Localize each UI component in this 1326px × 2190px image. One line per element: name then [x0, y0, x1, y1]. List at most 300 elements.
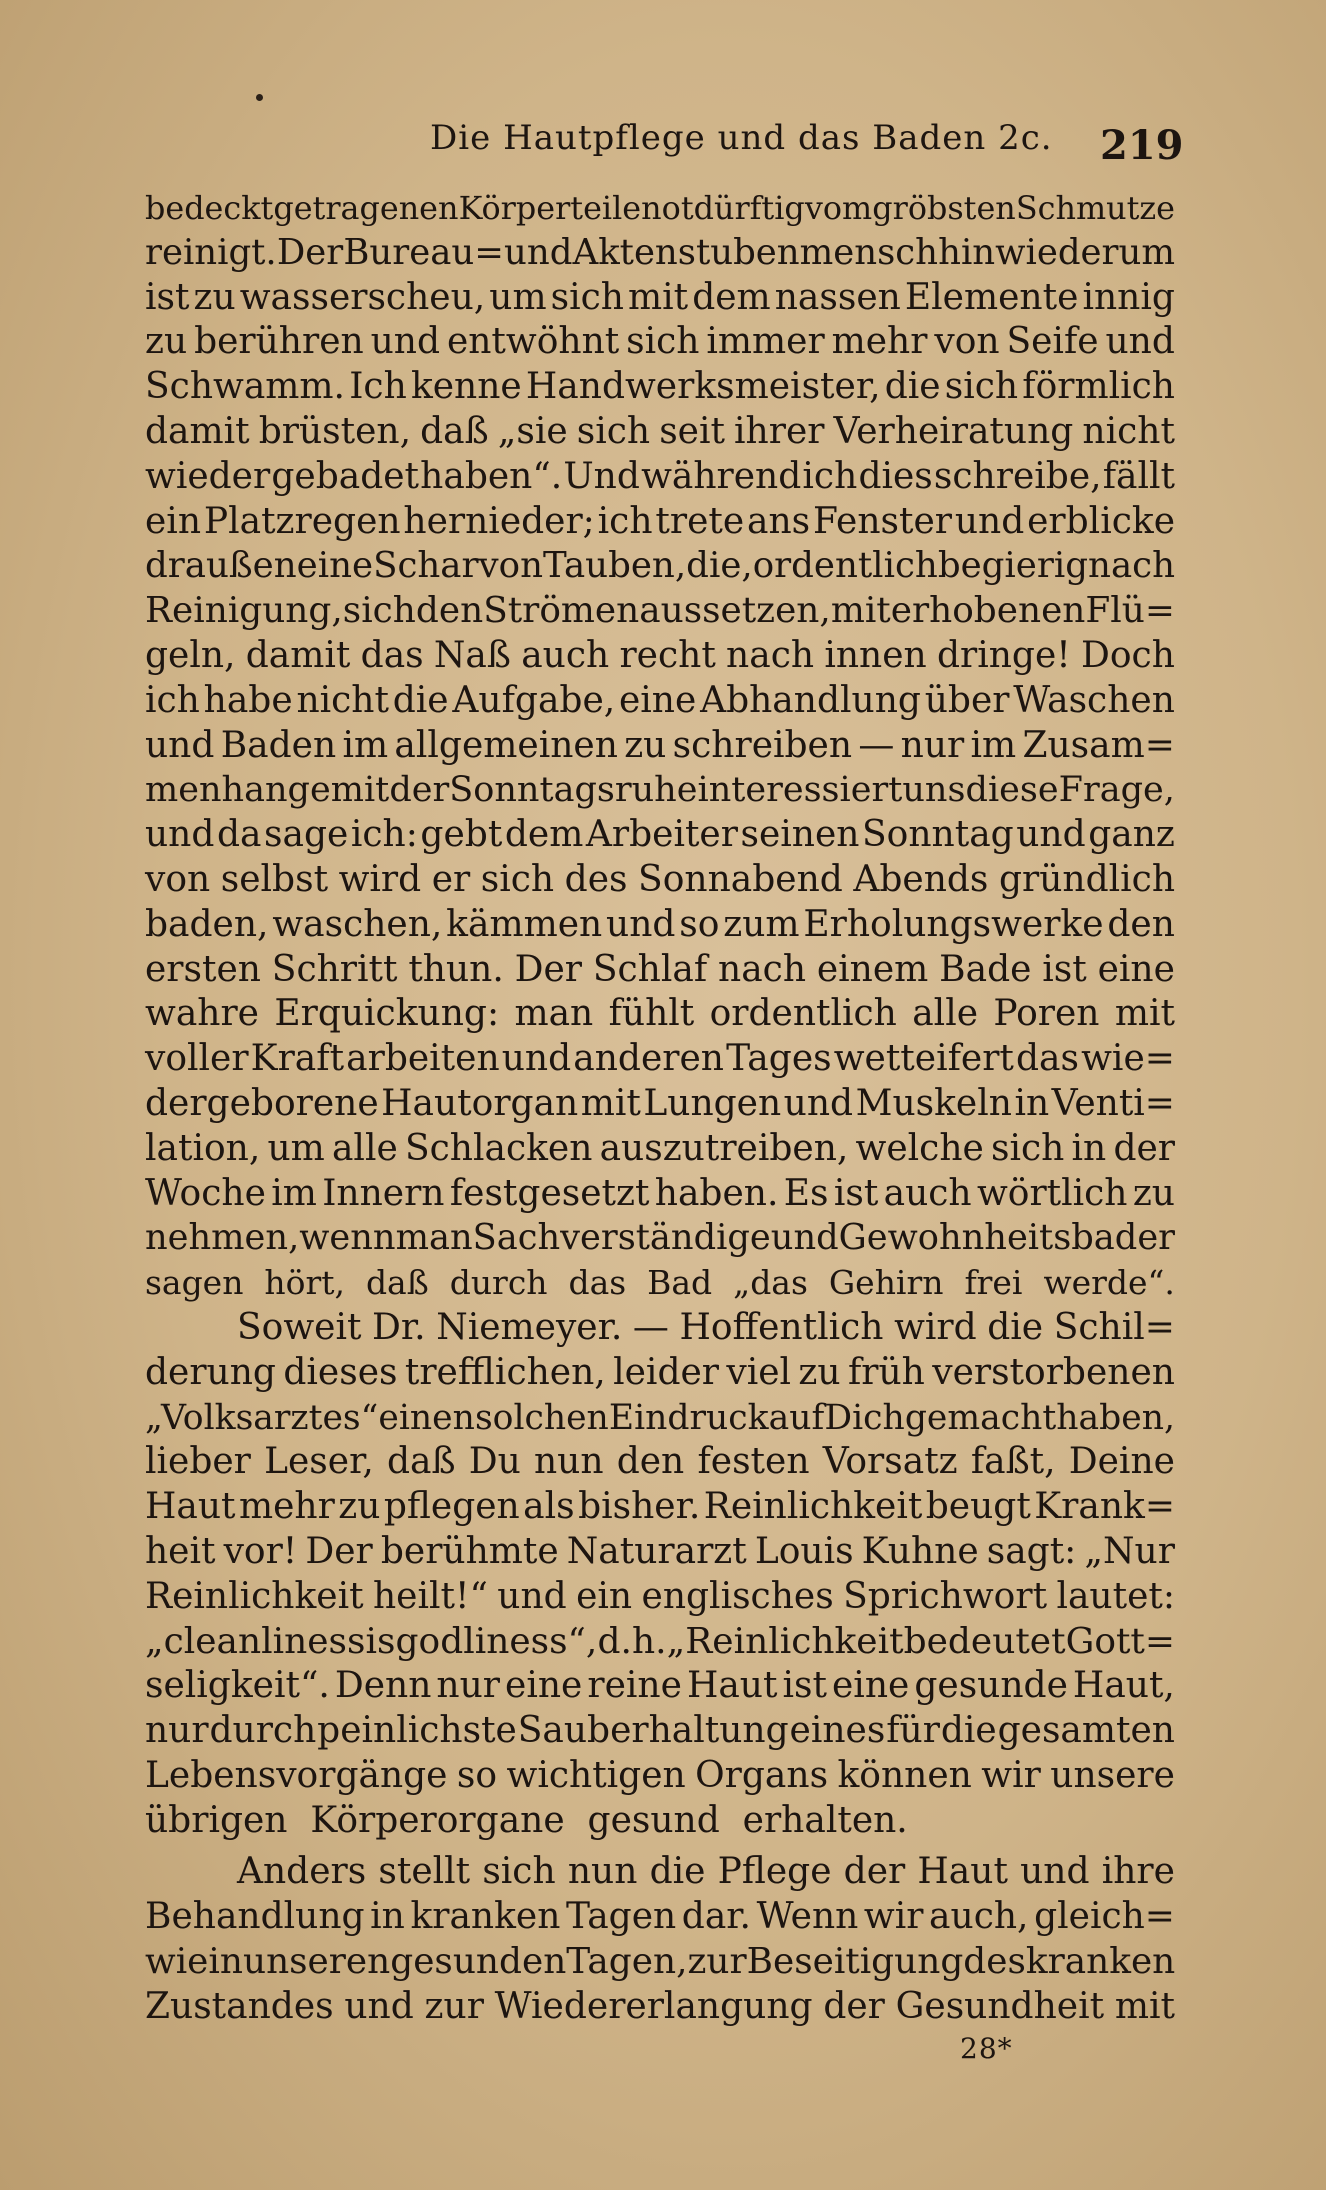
word: Aufgabe, [452, 679, 616, 721]
word: heilt!“ [373, 1575, 488, 1617]
text-line [145, 1351, 1175, 1396]
word: vor! [223, 1530, 298, 1572]
word: die [392, 679, 449, 721]
word: sich [550, 276, 624, 318]
text-line [145, 1127, 1175, 1172]
paragraph [145, 1850, 1175, 2029]
word: hernieder; [403, 500, 595, 542]
text-line [145, 1082, 1175, 1127]
word: so [456, 1754, 498, 1796]
word: selbst [220, 858, 329, 900]
word: sich [342, 590, 416, 632]
word: habe [203, 679, 293, 721]
word: damit [245, 634, 351, 676]
text-line [145, 1985, 1175, 2030]
word: alle [331, 1127, 398, 1169]
word: und [504, 231, 573, 273]
word: um [489, 276, 547, 318]
word: godliness“, [395, 1620, 598, 1662]
word: Gott= [1065, 1620, 1175, 1662]
word: Aktenstubenmensch [572, 231, 938, 273]
word: brüsten, [258, 410, 412, 452]
word: Körperteile [458, 189, 642, 227]
word: viel [726, 1351, 792, 1393]
word: und [1105, 321, 1175, 363]
word: diese [965, 769, 1059, 811]
word: zu [338, 1486, 381, 1528]
word: in [1071, 1127, 1107, 1169]
word: Reinlichkeit [703, 1486, 923, 1528]
word: ihrer [734, 410, 825, 452]
word: Behandlung [145, 1896, 365, 1938]
word: Gehirn [828, 1263, 944, 1303]
word: nassen [774, 276, 901, 318]
word: und [954, 500, 1025, 542]
word: Hoffentlich [679, 1306, 884, 1348]
text-line [145, 589, 1175, 634]
word: Erholungswerke [803, 903, 1104, 945]
word: dem [504, 814, 584, 856]
word: seligkeit“. [145, 1665, 330, 1707]
word: sich [991, 1127, 1065, 1169]
word: so [679, 903, 720, 945]
word: ist [833, 1172, 879, 1214]
word: Krank= [1034, 1486, 1175, 1528]
word: und [344, 1985, 414, 2027]
body-text [145, 186, 1175, 2030]
word: Frage, [1058, 769, 1175, 811]
word: Baden [220, 724, 337, 766]
text-line [145, 1216, 1175, 1261]
text-line [145, 320, 1175, 365]
word: Innern [322, 1172, 445, 1214]
word: notdürftig [641, 189, 805, 227]
word: wetteifert [833, 1038, 1014, 1080]
word: wenn [299, 1217, 396, 1259]
text-line [145, 858, 1175, 903]
word: Pflege [717, 1851, 832, 1893]
word: Du [468, 1441, 521, 1483]
word: ich: [350, 814, 418, 856]
word: zu [798, 1351, 841, 1393]
word: wird [338, 858, 422, 900]
word: Bureau= [343, 231, 504, 273]
word: auch, [929, 1896, 1029, 1938]
word: Reinigung, [145, 590, 343, 632]
word: gröbsten [872, 189, 1016, 227]
word: Flü= [1085, 590, 1175, 632]
word: Zusam= [1022, 724, 1175, 766]
word: wir [981, 1754, 1041, 1796]
word: Bad [647, 1263, 713, 1303]
word: Lebensvorgänge [145, 1754, 448, 1796]
word: Schwamm. [145, 366, 346, 408]
word: Schlaf [592, 948, 708, 990]
word: nun [533, 1441, 604, 1483]
word: Sachverständige [472, 1217, 771, 1259]
word: Elemente [904, 276, 1079, 318]
word: den [1107, 903, 1175, 945]
word: für [886, 1710, 940, 1752]
word: Ich [349, 366, 407, 408]
word: berühmte [380, 1530, 559, 1572]
word: „cleanliness [145, 1620, 366, 1662]
text-line [145, 1172, 1175, 1217]
word: und [501, 1038, 572, 1080]
word: peinlichste [317, 1710, 517, 1752]
word: mehr [238, 1486, 335, 1528]
word: ich [597, 500, 653, 542]
word: Vorsatz [822, 1441, 958, 1483]
word: das [568, 1263, 627, 1303]
word: trefflichen, [404, 1351, 606, 1393]
word: dar. [681, 1896, 752, 1938]
word: Sonnabend [638, 858, 843, 900]
word: Arbeiter [585, 814, 738, 856]
word: er [431, 858, 471, 900]
word: „Volksarztes“ [145, 1397, 379, 1438]
word: Platzregen [203, 500, 401, 542]
word: Eindruck [608, 1397, 769, 1438]
text-line [145, 679, 1175, 724]
word: daß [386, 1441, 456, 1483]
word: mit [830, 590, 891, 632]
text-line [145, 1664, 1175, 1709]
word: Naß [433, 634, 511, 676]
word: in [370, 1896, 405, 1938]
word: und [145, 814, 215, 856]
word: Strömen [483, 590, 640, 632]
word: Haut, [1072, 1665, 1175, 1707]
word: reine [587, 1665, 682, 1707]
word: Der [305, 1530, 373, 1572]
word: „Reinlichkeit [666, 1620, 904, 1662]
word: Schritt [271, 948, 398, 990]
word: zu [193, 276, 236, 318]
word: und [1020, 1851, 1090, 1893]
word: gleich= [1034, 1896, 1175, 1938]
word: Es [783, 1172, 829, 1214]
word: sagt: [986, 1530, 1077, 1572]
word: Kuhne [861, 1530, 979, 1572]
text-line [145, 903, 1175, 948]
word: sich [480, 858, 555, 900]
word: um [267, 1127, 325, 1169]
word: mit [1114, 993, 1175, 1035]
word: Wiedererlangung [494, 1985, 813, 2027]
word: und [606, 903, 676, 945]
word: dringe! [936, 634, 1071, 676]
word: lation, [145, 1127, 261, 1169]
word: wir [863, 1896, 924, 1938]
word: erhobenen [890, 590, 1086, 632]
word: haben“. [420, 455, 563, 497]
text-line [145, 1037, 1175, 1082]
word: eines [789, 1710, 886, 1752]
word: bedeutet [903, 1620, 1066, 1662]
word: ist [145, 276, 190, 318]
word: geln, [145, 634, 236, 676]
text-line [145, 544, 1175, 589]
word: entwöhnt [446, 321, 620, 363]
word: Wenn [756, 1896, 859, 1938]
word: wahre [145, 993, 259, 1035]
word: werde“. [1043, 1263, 1175, 1303]
word: von [478, 545, 543, 587]
word: draußen [145, 545, 297, 587]
word: Woche [145, 1172, 266, 1214]
word: zu [1132, 1172, 1175, 1214]
word: den [616, 1441, 685, 1483]
word: uns [902, 769, 966, 811]
text-line [145, 1440, 1175, 1485]
word: daß [365, 1263, 429, 1303]
word: dieses [283, 1351, 398, 1393]
word: man [514, 993, 594, 1035]
word: als [523, 1486, 575, 1528]
page-number: 219 [1100, 122, 1184, 169]
word: faßt, [970, 1441, 1056, 1483]
word: mit [330, 769, 390, 811]
text-line [145, 1261, 1175, 1306]
word: ans [747, 500, 811, 542]
text-line [145, 1799, 1175, 1844]
word: der [823, 1985, 885, 2027]
word: der [843, 1851, 906, 1893]
word: festgesetzt [449, 1172, 650, 1214]
word: ist [782, 1665, 827, 1707]
word: Der [276, 231, 344, 273]
word: ich [802, 455, 858, 497]
word: Sauberhaltung [517, 1710, 789, 1752]
word: ganz [1088, 814, 1175, 856]
word: Anders [237, 1851, 367, 1893]
word: von [934, 321, 1000, 363]
word: hört, [264, 1263, 345, 1303]
word: auf [768, 1397, 825, 1438]
word: lautet: [1056, 1575, 1175, 1617]
word: fällt [1102, 455, 1175, 497]
word: Niemeyer. [436, 1306, 623, 1348]
word: und [783, 1082, 854, 1124]
word: lieber [145, 1441, 251, 1483]
word: fühlt [608, 993, 695, 1035]
page-header [0, 118, 1326, 168]
text-line [145, 231, 1175, 276]
text-line [145, 1940, 1175, 1985]
word: Und [563, 455, 640, 497]
word: Hautorgan [381, 1082, 579, 1124]
word: Tagen, [566, 1941, 688, 1983]
word: Tages [726, 1038, 832, 1080]
word: zur [424, 1985, 484, 2027]
word: haben, [1056, 1397, 1175, 1438]
word: mehr [831, 321, 928, 363]
word: früh [847, 1351, 925, 1393]
word: durch [209, 1710, 317, 1752]
word: auch [521, 634, 610, 676]
word: das [1016, 1038, 1079, 1080]
word: bedeckt [145, 189, 274, 227]
word: hinwiederum [938, 231, 1175, 273]
word: aussetzen, [639, 590, 831, 632]
word: bisher. [578, 1486, 701, 1528]
word: getragenen [273, 189, 459, 227]
word: Abhandlung [700, 679, 921, 721]
word: ist [1042, 948, 1087, 990]
word: kenne [410, 366, 522, 408]
word: während [641, 455, 802, 497]
word: allgemeinen [394, 724, 618, 766]
word: gründlich [998, 858, 1175, 900]
word: da [216, 814, 262, 856]
word: stellt [378, 1851, 471, 1893]
word: Reinlichkeit [145, 1575, 364, 1617]
text-line [145, 500, 1175, 545]
running-title: Die Hautpflege und das Baden 2c. [430, 118, 1053, 158]
word: Seife [1006, 321, 1099, 363]
word: nach [718, 948, 807, 990]
word: zur [687, 1941, 747, 1983]
word: alle [912, 993, 979, 1035]
word: wie [145, 1941, 209, 1983]
word: im [342, 724, 389, 766]
word: Soweit [237, 1306, 362, 1348]
word: zu [624, 724, 667, 766]
word: ordentlich [752, 545, 938, 587]
word: d. [597, 1620, 632, 1662]
word: voller [145, 1038, 249, 1080]
text-line [145, 276, 1175, 321]
word: Leser, [264, 1441, 374, 1483]
text-line [145, 455, 1175, 500]
word: damit [145, 410, 250, 452]
text-line [145, 1396, 1175, 1441]
word: in [1014, 1082, 1050, 1124]
word: ich [145, 679, 200, 721]
word: nehmen, [145, 1217, 300, 1259]
word: — [858, 724, 895, 766]
word: durch [449, 1263, 548, 1303]
word: gemacht [904, 1397, 1057, 1438]
word: festen [697, 1441, 810, 1483]
word: Poren [993, 993, 1100, 1035]
text-line [145, 1485, 1175, 1530]
word: arbeiten [346, 1038, 500, 1080]
word: „das [733, 1263, 808, 1303]
text-line [145, 948, 1175, 993]
word: Sprichwort [843, 1575, 1048, 1617]
word: leider [613, 1351, 719, 1393]
word: übrigen [145, 1799, 288, 1841]
word: auszutreiben, [599, 1127, 849, 1169]
word: und [145, 724, 215, 766]
word: des [564, 858, 628, 900]
word: trete [655, 500, 745, 542]
word: anderen [573, 1038, 724, 1080]
word: und [370, 321, 441, 363]
text-line [145, 1575, 1175, 1620]
word: seinen [740, 814, 860, 856]
word: wird [894, 1306, 977, 1348]
word: eine [296, 545, 374, 587]
word: der [1113, 1127, 1175, 1169]
word: ein [576, 1575, 633, 1617]
word: „Nur [1084, 1530, 1175, 1572]
word: haben. [654, 1172, 779, 1214]
word: unseren [242, 1941, 391, 1983]
paragraph [145, 186, 1175, 1306]
word: reinigt. [145, 231, 277, 273]
word: thun. [408, 948, 504, 990]
word: vom [804, 189, 873, 227]
text-line [145, 1709, 1175, 1754]
word: Organs [695, 1754, 829, 1796]
word: die [649, 1851, 706, 1893]
word: gesunde [914, 1665, 1068, 1707]
word: eine [505, 1665, 583, 1707]
word: Denn [334, 1665, 432, 1707]
word: Erquickung: [274, 993, 500, 1035]
word: heit [145, 1530, 216, 1572]
word: Schlacken [404, 1127, 593, 1169]
word: mit [1114, 1985, 1175, 2027]
word: ihre [1101, 1851, 1175, 1893]
word: Doch [1081, 634, 1175, 676]
word: Kraft [250, 1038, 345, 1080]
word: sagen [145, 1263, 244, 1303]
word: die [884, 366, 941, 408]
word: einen [378, 1397, 475, 1438]
word: nur [145, 1710, 209, 1752]
word: die [987, 1306, 1044, 1348]
word: Venti= [1051, 1082, 1175, 1124]
word: dies [858, 455, 933, 497]
word: sich [482, 1851, 556, 1893]
word: berühren [194, 321, 364, 363]
word: pflegen [383, 1486, 520, 1528]
word: derung [145, 1351, 276, 1393]
word: im [271, 1172, 317, 1214]
word: Tauben, [543, 545, 687, 587]
word: seit [659, 410, 725, 452]
word: mit [628, 276, 689, 318]
word: förmlich [1022, 366, 1175, 408]
word: englisches [641, 1575, 834, 1617]
word: das [360, 634, 424, 676]
text-line [145, 634, 1175, 679]
word: „sie [497, 410, 568, 452]
word: über [924, 679, 1010, 721]
word: die [940, 1710, 997, 1752]
word: ordentlich [709, 993, 897, 1035]
word: erblicke [1027, 500, 1175, 542]
word: nur [900, 724, 965, 766]
word: Fenster [813, 500, 952, 542]
text-line [145, 724, 1175, 769]
word: Haut [686, 1665, 778, 1707]
word: die, [686, 545, 753, 587]
word: interessiert [697, 769, 903, 811]
text-line [145, 1306, 1175, 1351]
word: gesunden [390, 1941, 567, 1983]
word: gesamten [997, 1710, 1175, 1752]
word: Schar [373, 545, 479, 587]
word: Deine [1068, 1441, 1175, 1483]
word: Körperorgane [310, 1799, 565, 1841]
word: erhalten. [742, 1799, 908, 1841]
word: Verheiratung [833, 410, 1074, 452]
